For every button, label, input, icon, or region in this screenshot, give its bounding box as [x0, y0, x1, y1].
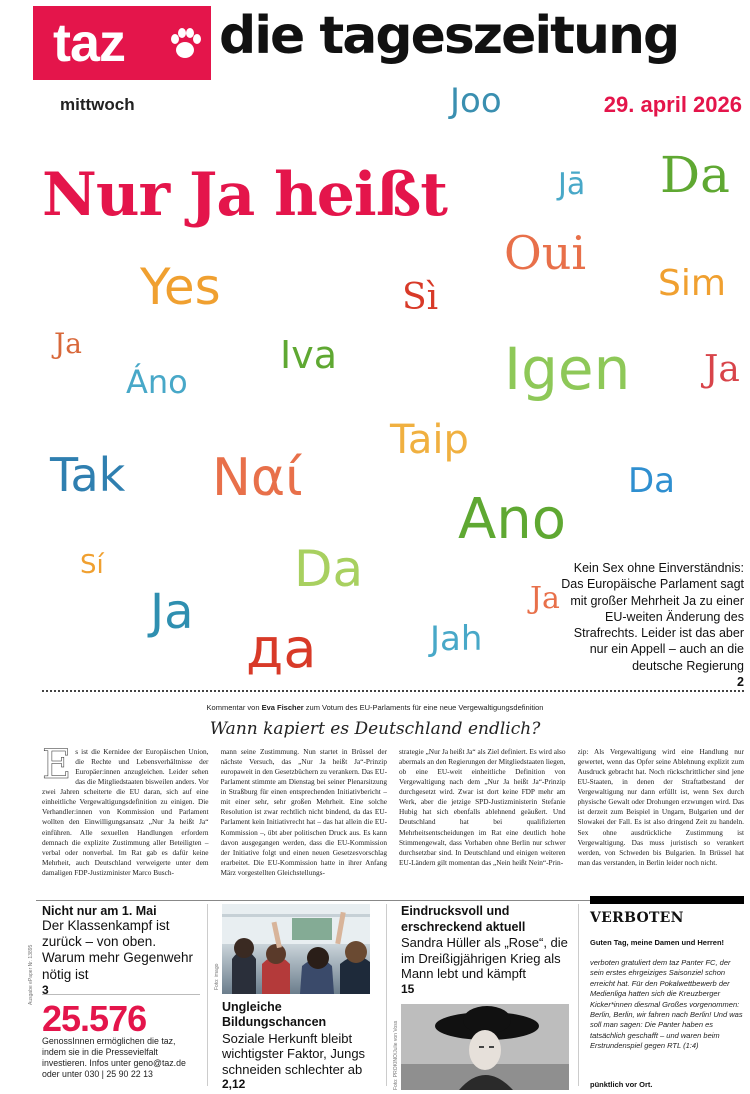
yes-word: Da [628, 461, 676, 501]
commentary-title[interactable]: Wann kapiert es Deutschland endlich? [209, 719, 541, 739]
yes-word: Ano [458, 487, 567, 552]
verboten-column [590, 896, 744, 1089]
genossen-info[interactable]: GenossInnen ermöglichen die taz, indem sie in die Pressevielfalt investieren. Infos unter geno@taz.de oder unter 030 | 25 90 22 13 [42, 1036, 186, 1079]
commentary-column: strategie „Nur Ja heißt Ja“ als Ziel definiert. Es wird also abermals an den Regierungen der Mitgliedstaaten liegen, ob eine EU-weit einheitliche Definition von Vergewaltigung nach dem „Nur Ja heißt Ja“-Prinzip durchgesetzt wird. Zwar ist dort keine FDP mehr am Werk, aber die jetzige SPD-Justizministerin Stefanie Hubig hat sich ebenfalls ablehnend geäußert. Und Deutschland hat bei qualifizierten Mehrheitsentscheidungen im Rat eine deutlich hohe Stimmengewalt, dass Vorhaben ohne Berlin nur schwer durchsetzbar sind. In Deutschland und einigen weiteren EU-Ländern gilt momentan das „Nein heißt Nein“-Prin- [399, 747, 566, 867]
byline-prefix: Kommentar von [206, 703, 260, 712]
yes-word: Oui [504, 226, 587, 280]
yes-word: Áno [126, 363, 188, 401]
yes-word: Joo [450, 81, 502, 121]
yes-word: Yes [140, 258, 221, 316]
teaser-divider [42, 994, 200, 995]
commentary-column [42, 747, 209, 897]
portrait-illustration [401, 1004, 569, 1090]
teaser-heading: Eindrucksvoll und erschreckend aktuell [401, 904, 526, 934]
teaser-body: Sandra Hüller als „Rose“, die im Dreißigjährigen Krieg als Mann lebt und kämpft [401, 935, 568, 982]
teaser-body: Der Klassenkampf ist zurück – von oben. Warum mehr Gegenwehr nötig ist [42, 918, 194, 982]
author-name: Eva Fischer [261, 703, 304, 712]
yes-word: Igen [504, 335, 631, 403]
teaser-klassenkampf[interactable] [42, 904, 200, 997]
yes-word: Da [660, 146, 730, 204]
yes-word: Taip [390, 417, 469, 463]
classroom-photo[interactable] [222, 904, 370, 994]
verboten-body: verboten gratuliert dem taz Panter FC, der sein erstes ehrgeiziges Saisonziel schon erreicht hat. Für den Pokalwettbewerb der Medienliga hatten sich die Kreuzberger Kicker*innen diesmal Großes vorgenommen: Berlin, Berlin, wir fahren nach Berlin! Und was soll man sagen: Die Panter haben es tatsächlich geschafft – und waren beim Erstrundenspiel gegen RTL (1:4) [590, 958, 743, 1050]
teaser-heading: Ungleiche Bildungschancen [222, 1000, 327, 1030]
main-headline[interactable]: Nur Ja heißt [42, 160, 448, 230]
taz-logo[interactable] [33, 6, 211, 80]
page-reference: 2,12 [222, 1077, 246, 1092]
drop-cap: E [42, 747, 72, 788]
yes-word: Da [294, 540, 364, 598]
edition-number: Ausgabe ePaper Nr. 13895 [28, 944, 34, 1005]
teaser-heading: Nicht nur am 1. Mai [42, 904, 157, 918]
yes-word: Jah [430, 619, 483, 659]
yes-word: Ja [530, 581, 560, 616]
column-divider [386, 904, 387, 1086]
column-divider [207, 904, 208, 1086]
commentary-column: mann seine Zustimmung. Nun startet in Brüssel der nächste Versuch, das „Nur Ja heißt Ja“-Prinzip europaweit in den Gesetzbüchern zu verankern. Das EU-Parlament stimmte am Dienstag bei seiner Plenarsitzung in Straßburg für einen entsprechenden Initiativbericht – mit einer sehr, sehr großen Mehrheit. Eine solche Resolution ist zwar rechtlich nicht bindend, da das EU-Parlament kein Initiativrecht hat – das hat allein die EU-Kommission –, übt aber politischen Druck aus. Es kann davon ausgegangen werden, dass die EU-Kommission der Initiative folgt und einen neuen Gesetzesvorschlag erarbeitet. Die EU-Kommission hatte in ihrer Anfang März vorgestellten Gleichstellungs- [220, 747, 387, 877]
verboten-greeting: Guten Tag, meine Damen und Herren! [590, 938, 725, 947]
paw-icon [167, 26, 203, 62]
yes-word: Ja [150, 584, 194, 640]
yes-word: да [246, 617, 317, 680]
classroom-illustration [222, 904, 370, 994]
dotted-divider [42, 690, 744, 692]
yes-word: Sí [80, 550, 104, 580]
teaser-body: Soziale Herkunft bleibt wichtigster Faktor, Jungs schneiden schlechter ab [222, 1030, 366, 1077]
weekday: mittwoch [60, 95, 135, 114]
teaser-bildung[interactable] [222, 1000, 380, 1091]
page-reference: 15 [401, 982, 415, 997]
side-teaser[interactable] [556, 560, 744, 690]
column-divider [578, 904, 579, 1086]
commentary-body [42, 747, 744, 897]
film-still-photo[interactable] [401, 1004, 569, 1090]
verboten-heading: VERBOTEN [590, 910, 684, 926]
yes-word: Tak [50, 448, 126, 502]
side-teaser-text: Kein Sex ohne Einverständnis: Das Europäische Parlament sagt mit großer Mehrheit Ja zu einer EU-weiten Änderung des Strafrechts. Leider ist das aber nur ein Appell – auch an die deutsche Regierung [561, 561, 744, 673]
logo-text: taz [53, 13, 126, 73]
page-reference: 3 [42, 982, 49, 997]
issue-date: 29. april 2026 [603, 92, 742, 117]
verboten-bar [590, 896, 744, 904]
yes-word: Ja [54, 327, 82, 360]
genossen-count: 25.576 [42, 998, 147, 1039]
yes-word: Iva [280, 333, 337, 377]
byline-suffix: zum Votum des EU-Parlaments für eine neue Vergewaltigungsdefinition [305, 703, 544, 712]
page-reference: 2 [737, 674, 744, 689]
yes-word: Jā [558, 167, 586, 202]
yes-word: Sim [658, 263, 726, 304]
photo-credit: Foto: imago [214, 963, 220, 990]
paper-name: die tageszeitung [219, 6, 679, 66]
yes-word: Ja [704, 349, 740, 390]
yes-word: Sì [402, 277, 439, 318]
teaser-hueller[interactable] [401, 904, 571, 996]
yes-word: Ναί [212, 448, 303, 508]
commentary-column: zip: Als Vergewaltigung wird eine Handlung nur gewertet, wenn das Opfer seine Ablehnung explizit zum Ausdruck gebracht hat. Noch rückschrittlicher sind jene EU-Staaten, in denen der Straftatbestand der Vergewaltigung nur dann erfüllt ist, wenn Sex durch physische Gewalt oder Drohungen erzwungen wird. Das ist derzeit zum Beispiel in Ungarn, Bulgarien und der Slowakei der Fall. Es ist also dringend Zeit zu handeln. Sex ohne ausdrückliche Zustimmung ist Vergewaltigung. Das muss juristisch so verankert werden, von Schweden bis Bulgarien. In Brüssel hat man das verstanden, in Berlin leider noch nicht. [577, 747, 744, 867]
verboten-footer: pünktlich vor Ort. [590, 1080, 653, 1089]
photo-credit: Foto: PROKINO/Julie von Voss [393, 1020, 399, 1090]
column-text: s ist die Kernidee der Europäischen Union, die Rechte und Lebensverhältnisse der Europäer:innen anzugleichen. Leider sehen das die Mitgliedstaaten bisweilen anders. Vor zwei Jahren scheiterte die EU daran, sich auf eine einheitliche Vergewaltigungsdefinition zu einigen. Die Verhandler:innen von Kommission und Parlament wollten den Einwilligungsansatz „Nur Ja heißt Ja“ einführen. Alle sexuellen Handlungen erfordern demnach die explizite Zustimmung aller Beteiligten – verbal oder nonverbal. Im Rat gab es dafür keine Mehrheit, auch Deutschland verweigerte unter dem damaligen FDP-Justizminister Marco Busch- [42, 747, 209, 877]
commentary-byline [0, 703, 750, 712]
